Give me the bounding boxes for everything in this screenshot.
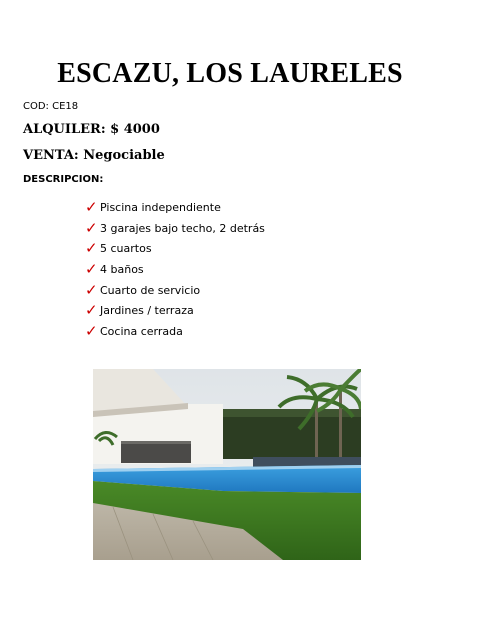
list-item <box>85 259 265 280</box>
list-item <box>85 280 265 301</box>
feature-text: Jardines / terraza <box>100 304 194 318</box>
list-item <box>85 238 265 259</box>
rent-price: ALQUILER: $ 4000 <box>23 122 160 137</box>
description-heading: DESCRIPCION: <box>23 174 104 185</box>
checkmark-icon: ✓ <box>85 301 98 320</box>
sale-price: VENTA: Negociable <box>23 148 165 163</box>
feature-text: Piscina independiente <box>100 200 221 214</box>
checkmark-icon: ✓ <box>85 239 98 258</box>
feature-text: 5 cuartos <box>100 242 152 256</box>
checkmark-icon: ✓ <box>85 280 98 299</box>
feature-list <box>85 197 265 342</box>
list-item <box>85 197 265 218</box>
checkmark-icon: ✓ <box>85 321 98 340</box>
checkmark-icon: ✓ <box>85 197 98 216</box>
feature-text: 4 baños <box>100 262 144 276</box>
checkmark-icon: ✓ <box>85 218 98 237</box>
checkmark-icon: ✓ <box>85 259 98 278</box>
property-photo <box>93 369 361 560</box>
feature-text: Cuarto de servicio <box>100 283 201 297</box>
feature-text: 3 garajes bajo techo, 2 detrás <box>100 221 265 235</box>
property-code: COD: CE18 <box>23 101 79 112</box>
list-item <box>85 300 265 321</box>
list-item <box>85 218 265 239</box>
page-title: ESCAZU, LOS LAURELES <box>57 58 403 89</box>
feature-text: Cocina cerrada <box>100 324 183 338</box>
list-item <box>85 321 265 342</box>
